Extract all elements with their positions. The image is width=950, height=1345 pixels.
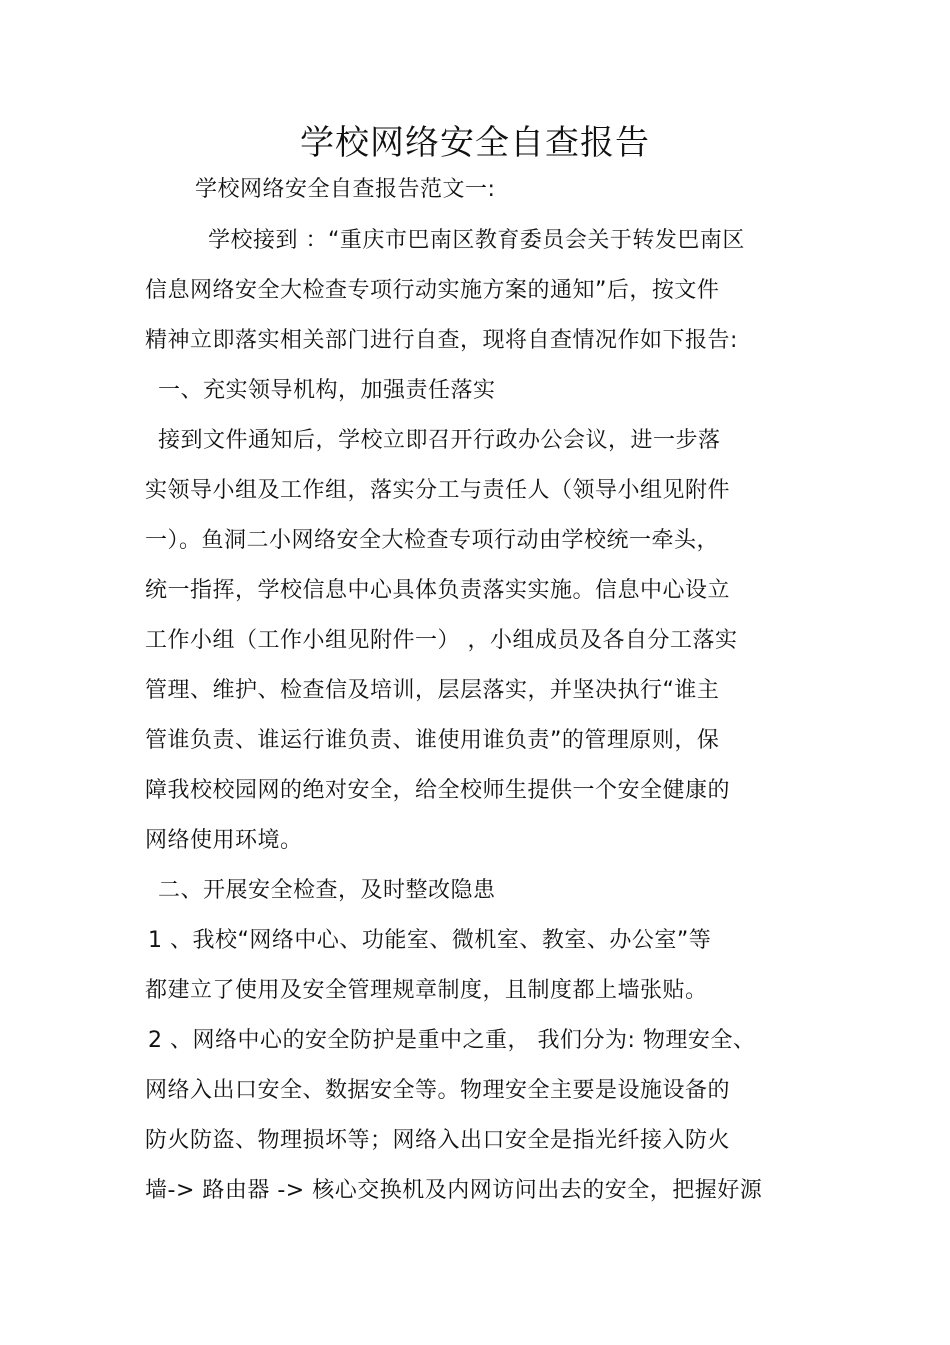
paragraph-line: 2 、网络中心的安全防护是重中之重， 我们分为: 物理安全、: [148, 1028, 756, 1053]
paragraph-line: 管理、维护、检查信及培训，层层落实，并坚决执行“谁主: [145, 678, 720, 703]
paragraph-line: 网络使用环境。: [145, 828, 303, 853]
paragraph-line: 网络入出口安全、数据安全等。物理安全主要是设施设备的: [145, 1078, 731, 1103]
paragraph-line: 信息网络安全大检查专项行动实施方案的通知”后，按文件: [145, 278, 720, 303]
paragraph-line: 墙-> 路由器 -> 核心交换机及内网访问出去的安全，把握好源: [145, 1178, 763, 1203]
paragraph-line: 1 、我校“网络中心、功能室、微机室、教室、办公室”等: [148, 928, 712, 953]
subtitle-line: 学校网络安全自查报告范文一:: [195, 177, 496, 202]
paragraph-line: 精神立即落实相关部门进行自查，现将自查情况作如下报告:: [145, 328, 738, 353]
paragraph-line: 实领导小组及工作组，落实分工与责任人（领导小组见附件: [145, 478, 731, 503]
paragraph-line: 管谁负责、谁运行谁负责、谁使用谁负责”的管理原则，保: [145, 728, 720, 753]
paragraph-line: 接到文件通知后，学校立即召开行政办公会议，进一步落: [158, 428, 721, 453]
paragraph-line: 防火防盗、物理损坏等；网络入出口安全是指光纤接入防火: [145, 1128, 731, 1153]
paragraph-line: 都建立了使用及安全管理规章制度，且制度都上墙张贴。: [145, 978, 708, 1003]
document-title: 学校网络安全自查报告: [300, 123, 650, 163]
section-heading: 一、充实领导机构，加强责任落实: [158, 378, 496, 403]
paragraph-line: 障我校校园网的绝对安全，给全校师生提供一个安全健康的: [145, 778, 731, 803]
paragraph-line: 工作小组（工作小组见附件一） ，小组成员及各自分工落实: [145, 628, 738, 653]
paragraph-line: 一）。鱼洞二小网络安全大检查专项行动由学校统一牵头，: [145, 528, 720, 553]
paragraph-line: 学校接到 ：“重庆市巴南区教育委员会关于转发巴南区: [208, 228, 745, 253]
section-heading: 二、开展安全检查，及时整改隐患: [158, 878, 496, 903]
paragraph-line: 统一指挥，学校信息中心具体负责落实实施。信息中心设立: [145, 578, 731, 603]
